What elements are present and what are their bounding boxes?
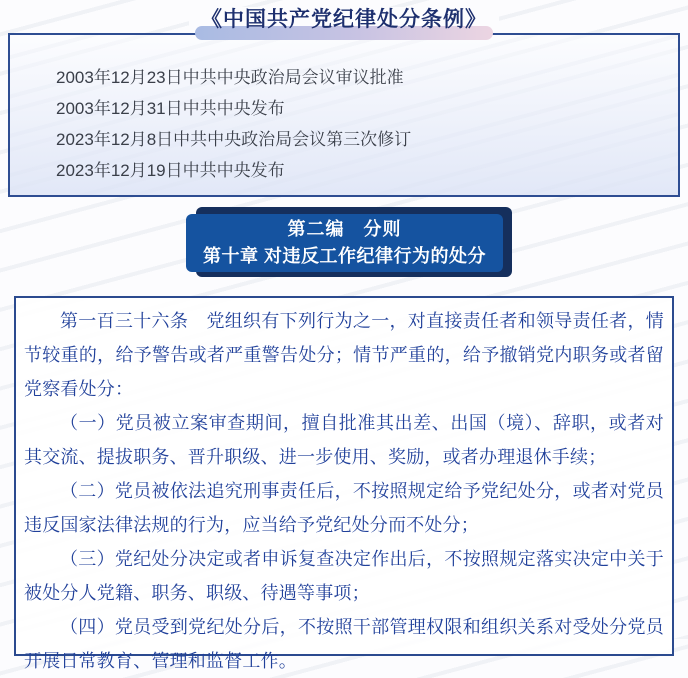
article-content-box xyxy=(14,296,674,671)
revision-line: 2003年12月31日中共中央发布 xyxy=(56,99,285,118)
title-container xyxy=(189,7,499,33)
chapter-title: 第十章 对违反工作纪律行为的处分 xyxy=(203,246,486,266)
article-item-2: （二）党员被依法追究刑事责任后，不按照规定给予党纪处分，或者对党员违反国家法律法规的行为，应当给予党纪处分而不处分； xyxy=(24,481,664,535)
article-paragraph-intro: 第一百三十六条 党组织有下列行为之一，对直接责任者和领导责任者，情节较重的，给予警告或者严重警告处分；情节严重的，给予撤销党内职务或者留党察看处分： xyxy=(24,311,664,399)
page-title: 《中国共产党纪律处分条例》 xyxy=(201,8,487,31)
part-title: 第二编 分则 xyxy=(287,219,402,239)
revision-line: 2023年12月19日中共中央发布 xyxy=(56,161,285,180)
article-item-1: （一）党员被立案审查期间，擅自批准其出差、出国（境）、辞职，或者对其交流、提拔职务、晋升职级、进一步使用、奖励，或者办理退休手续； xyxy=(24,413,664,467)
revision-line: 2003年12月23日中共中央政治局会议审议批准 xyxy=(56,68,404,87)
article-item-4: （四）党员受到党纪处分后，不按照干部管理权限和组织关系对受处分党员开展日常教育、管理和监督工作。 xyxy=(24,617,664,671)
revision-line: 2023年12月8日中共中央政治局会议第三次修订 xyxy=(56,130,412,149)
revision-history-box xyxy=(8,33,680,197)
article-item-3: （三）党纪处分决定或者申诉复查决定作出后，不按照规定落实决定中关于被处分人党籍、职务、职级、待遇等事项； xyxy=(24,549,664,603)
chapter-banner xyxy=(186,207,512,277)
chapter-banner-face xyxy=(186,214,503,272)
document-header xyxy=(0,7,688,33)
